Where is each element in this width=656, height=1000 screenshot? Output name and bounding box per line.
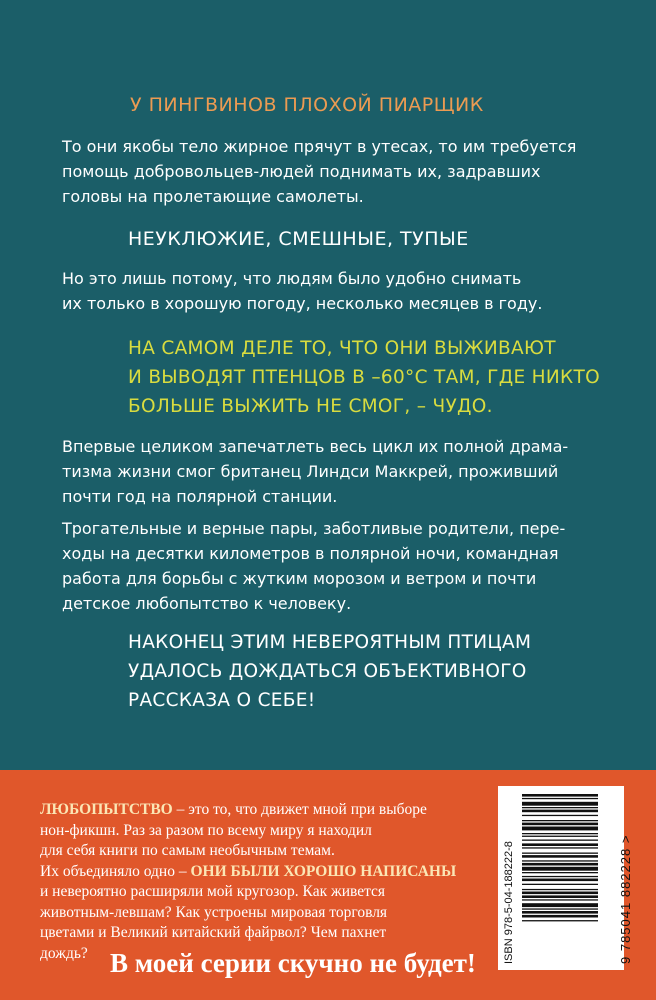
paragraph-line: детское любопытство к человеку. [62,594,352,613]
highlight-line: НАКОНЕЦ ЭТИМ НЕВЕРОЯТНЫМ ПТИЦАМ [128,632,532,653]
barcode-bar [522,840,598,841]
barcode-bar [522,915,598,918]
barcode-bar [522,798,598,799]
paragraph-2 [62,266,622,316]
barcode-bar [522,903,598,907]
barcode-bar [522,847,598,848]
barcode-bar [522,879,598,882]
quote-line [40,862,480,883]
barcode-bar [522,855,598,858]
barcode-bar [522,807,598,808]
highlight-line: БОЛЬШЕ ВЫЖИТЬ НЕ СМОГ, – ЧУДО. [128,396,493,417]
highlight-white [128,628,531,715]
barcode-bar [522,833,598,834]
paragraph-line: То они якобы тело жирное прячут в утесах, то им требуется [62,137,577,156]
highlight-line: УДАЛОСЬ ДОЖДАТЬСЯ ОБЪЕКТИВНОГО [128,661,527,682]
barcode-bar [522,908,598,909]
keyword-well-written: ОНИ БЫЛИ ХОРОШО НАПИСАНЫ [190,862,457,880]
paragraph-line: тизма жизни смог британец Линдси Маккрей, проживший [62,462,559,481]
highlight-line: И ВЫВОДЯТ ПТЕНЦОВ В –60°С ТАМ, ГДЕ НИКТО [128,367,600,388]
barcode-bar [522,794,598,797]
paragraph-4 [62,516,622,616]
keyword-curiosity: ЛЮБОПЫТСТВО [40,801,173,818]
paragraph-line: почти год на полярной станции. [62,487,338,506]
quote-line: цветами и Великий китайский файрвол? Чем пахнет [40,924,387,941]
barcode-bar [522,899,598,900]
barcode-bar [522,843,598,846]
quote-line: животным-левшам? Как устроены мировая торговля [40,903,388,921]
barcode-bar [522,867,598,871]
paragraph-line: Но это лишь потому, что людям было удобно снимать [62,269,522,288]
barcode-bar [522,823,598,826]
quote-line: нон-фикшн. Раз за разом по всему миру я находил [40,821,372,839]
barcode-bar [522,802,598,806]
quote-line: дождь? [40,944,88,962]
isbn-label: ISBN 978-5-04-188222-8 [503,841,515,964]
paragraph-1 [62,134,622,209]
heading-pr: У ПИНГВИНОВ ПЛОХОЙ ПИАРЩИК [130,94,484,116]
quote-text: Их объединяло одно – [40,862,191,880]
paragraph-line: ходы на десятки километров в полярной ночи, командная [62,544,559,563]
quote-line [40,800,480,821]
ean-digits: 9 785041 882228 > [618,834,633,964]
heading-clumsy: НЕУКЛЮЖИЕ, СМЕШНЫЕ, ТУПЫЕ [128,228,469,250]
highlight-line: НА САМОМ ДЕЛЕ ТО, ЧТО ОНИ ВЫЖИВАЮТ [128,338,556,359]
barcode-bar [522,810,598,813]
paragraph-line: Впервые целиком запечатлеть весь цикл их полной драма- [62,437,569,456]
quote-line: для себя книги по самым необычным темам. [40,842,335,859]
barcode-bar [522,884,598,885]
barcode-bar [522,836,598,837]
barcode-bar [522,853,598,854]
barcode-bar [522,820,598,821]
series-slogan: В моей серии скучно не будет! [110,948,476,978]
paragraph-line: головы на пролетающие самолеты. [62,187,364,206]
paragraph-line: работа для борьбы с жутким морозом и ветром и почти [62,569,537,588]
barcode-bar [522,920,598,921]
barcode-bar [522,876,598,877]
barcode-bar [522,872,598,873]
barcode-bar [522,892,598,895]
barcode-bar [522,889,598,890]
highlight-yellow [128,334,600,421]
quote-text: – это то, что движет мной при выборе [172,801,427,818]
paragraph-line: их только в хорошую погоду, несколько месяцев в году. [62,294,543,313]
barcode-bar [522,911,598,914]
barcode-icon [522,794,598,960]
paragraph-line: помощь добровольцев-людей поднимать их, задравших [62,162,541,181]
barcode-bar [522,863,598,866]
barcode-bar [522,827,598,831]
barcode-bar [522,860,598,861]
barcode-bar [522,815,598,816]
paragraph-3 [62,434,622,509]
highlight-line: РАССКАЗА О СЕБЕ! [128,690,316,711]
barcode-bar [522,895,598,898]
paragraph-line: Трогательные и верные пары, заботливые родители, пере- [62,519,566,538]
quote-line: и невероятно расширяли мой кругозор. Как живется [40,883,386,900]
series-quote [40,800,480,964]
